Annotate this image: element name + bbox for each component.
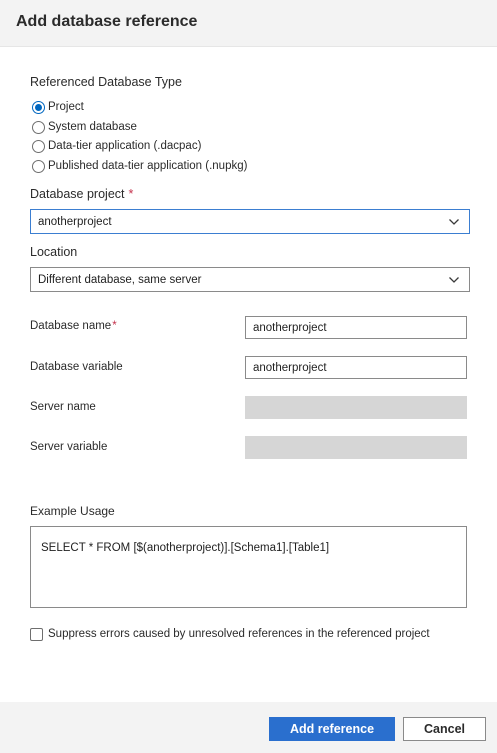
radio-dacpac[interactable] bbox=[32, 137, 201, 155]
radio-nupkg[interactable] bbox=[32, 157, 247, 175]
radio-project[interactable] bbox=[32, 98, 84, 116]
chevron-down-icon bbox=[447, 215, 461, 229]
location-dropdown[interactable] bbox=[30, 267, 470, 292]
database-variable-input[interactable] bbox=[245, 356, 467, 379]
example-usage-label: Example Usage bbox=[30, 504, 115, 518]
suppress-errors-checkbox[interactable] bbox=[30, 628, 43, 641]
radio-system-database[interactable] bbox=[32, 118, 137, 136]
server-variable-label: Server variable bbox=[30, 441, 108, 453]
required-mark: * bbox=[128, 187, 134, 201]
add-reference-button[interactable]: Add reference bbox=[269, 717, 395, 741]
location-value: Different database, same server bbox=[38, 273, 202, 286]
dialog-title: Add database reference bbox=[16, 13, 198, 30]
suppress-errors-checkbox-row[interactable] bbox=[30, 626, 430, 642]
database-project-value: anotherproject bbox=[38, 215, 112, 228]
suppress-errors-label: Suppress errors caused by unresolved references in the referenced project bbox=[48, 628, 430, 640]
example-usage-code: SELECT * FROM [$(anotherproject)].[Schema1].[Table1] bbox=[41, 542, 330, 554]
radio-nupkg-label: Published data-tier application (.nupkg) bbox=[48, 160, 248, 172]
example-usage-box bbox=[30, 526, 467, 608]
radio-system-database-label: System database bbox=[48, 121, 137, 133]
server-name-label: Server name bbox=[30, 401, 96, 413]
location-label: Location bbox=[30, 245, 78, 259]
database-name-input[interactable] bbox=[245, 316, 467, 339]
server-variable-input bbox=[245, 436, 467, 459]
required-mark: * bbox=[112, 320, 117, 332]
database-variable-label: Database variable bbox=[30, 361, 123, 373]
radio-project-label: Project bbox=[48, 101, 84, 113]
radio-dacpac-label: Data-tier application (.dacpac) bbox=[48, 140, 202, 152]
database-project-dropdown[interactable] bbox=[30, 209, 470, 234]
radio-unselected-icon[interactable] bbox=[32, 160, 45, 173]
chevron-down-icon bbox=[447, 273, 461, 287]
dialog-header bbox=[0, 0, 497, 47]
cancel-button[interactable]: Cancel bbox=[403, 717, 486, 741]
server-name-input bbox=[245, 396, 467, 419]
dialog-footer bbox=[0, 702, 497, 753]
database-project-label: Database project * bbox=[30, 187, 134, 201]
radio-selected-icon[interactable] bbox=[32, 101, 45, 114]
radio-unselected-icon[interactable] bbox=[32, 121, 45, 134]
radio-unselected-icon[interactable] bbox=[32, 140, 45, 153]
database-type-label: Referenced Database Type bbox=[30, 75, 182, 89]
database-name-label: Database name* bbox=[30, 320, 117, 332]
